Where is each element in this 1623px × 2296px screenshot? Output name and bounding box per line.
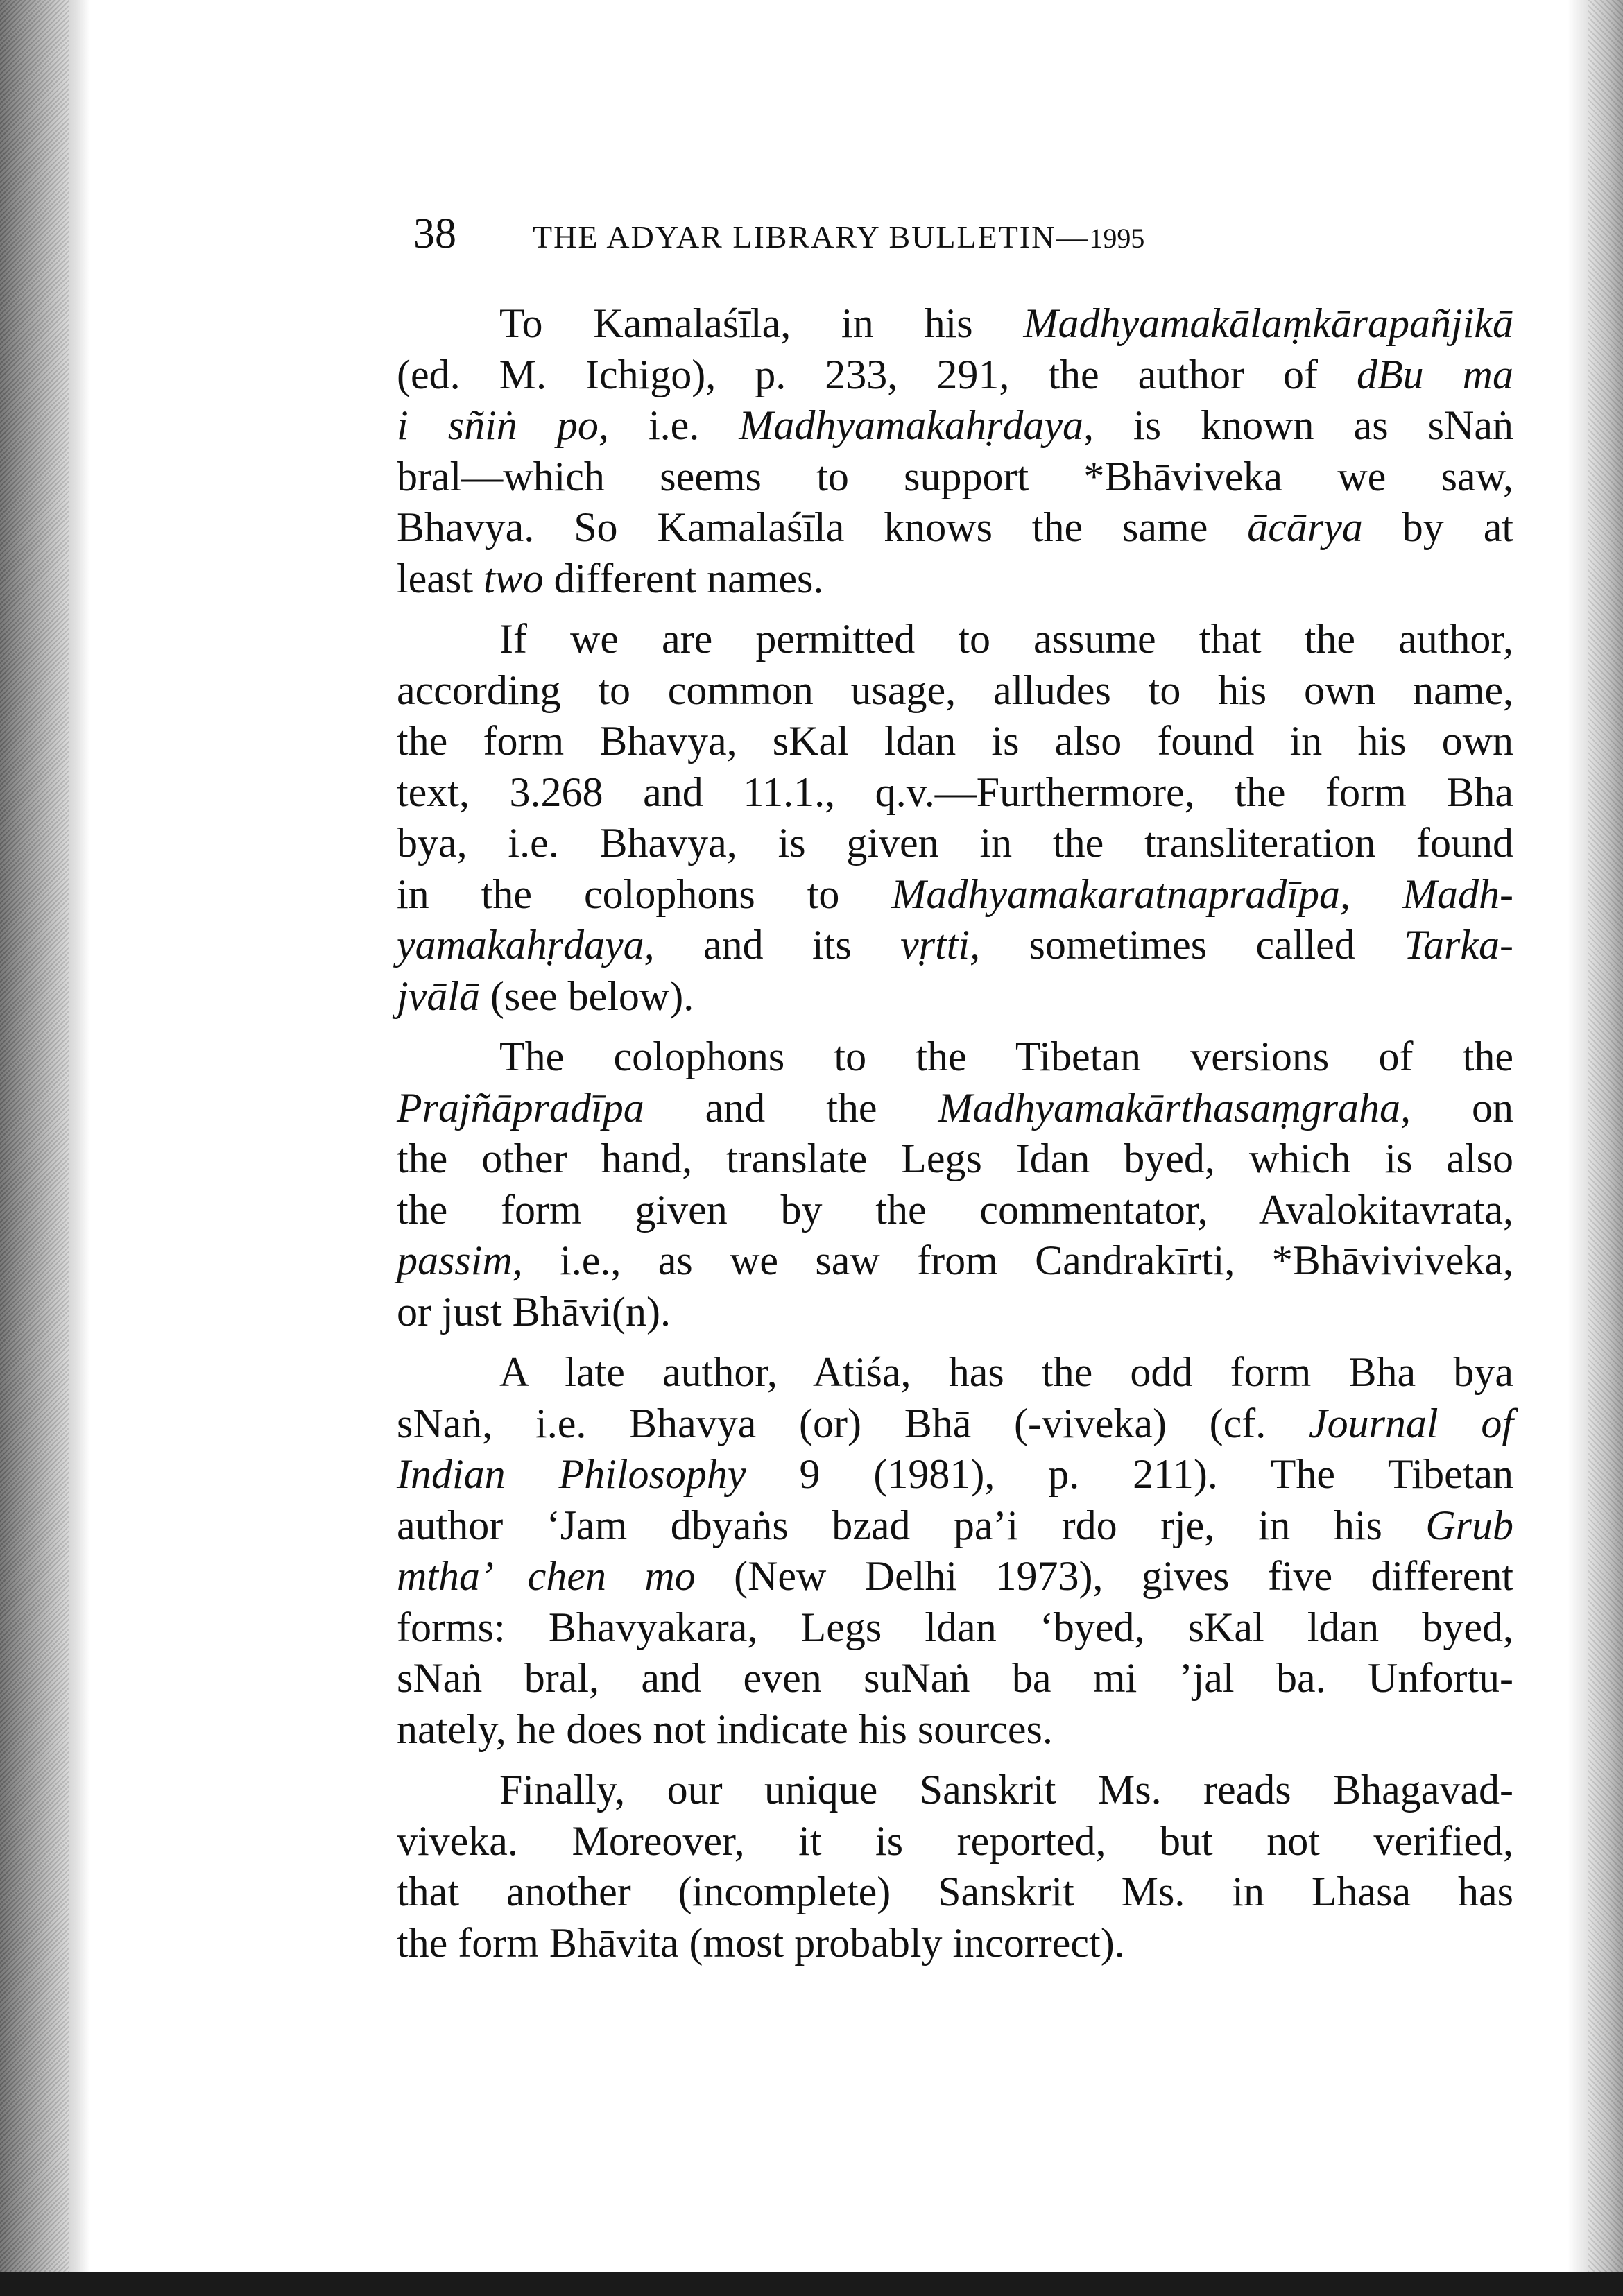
text-segment: (ed. M. Ichigo), p. 233, 291, the author of — [397, 351, 1357, 397]
body-text — [397, 298, 1513, 1969]
paragraph — [397, 614, 1513, 1022]
text-segment: different names. — [543, 555, 824, 601]
text-line — [397, 1083, 1513, 1134]
italic-segment: dBu ma — [1356, 351, 1513, 397]
text-line — [397, 1287, 1513, 1338]
italic-segment: i sñiṅ po, — [397, 402, 609, 448]
text-segment: according to common usage, alludes to his own name, — [397, 667, 1513, 713]
paragraph-gap — [397, 1337, 1513, 1347]
text-line — [397, 971, 1513, 1022]
italic-segment: Madhyamakārthasaṃgraha, — [938, 1084, 1411, 1131]
text-line — [397, 665, 1513, 717]
text-segment: bral—which seems to support *Bhāviveka we saw, — [397, 453, 1513, 499]
text-line — [397, 1765, 1513, 1816]
text-line — [397, 502, 1513, 554]
text-segment: Finally, our unique Sanskrit Ms. reads Bhagavad- — [499, 1767, 1513, 1813]
text-line — [397, 716, 1513, 767]
italic-segment: Tarka- — [1404, 922, 1513, 968]
italic-segment: Grub — [1425, 1502, 1513, 1548]
text-line — [397, 1133, 1513, 1185]
italic-segment: vṛtti, — [900, 922, 981, 968]
text-line — [397, 1918, 1513, 1969]
text-line — [397, 298, 1513, 350]
text-segment: is known as sNaṅ — [1093, 402, 1513, 448]
text-segment: and the — [644, 1084, 938, 1131]
text-segment: or just Bhāvi(n). — [397, 1288, 671, 1335]
text-line — [397, 1551, 1513, 1602]
text-line — [397, 1347, 1513, 1398]
paragraph-gap — [397, 1022, 1513, 1031]
text-segment: the other hand, translate Legs Idan byed, which is also — [397, 1136, 1513, 1181]
text-line — [397, 452, 1513, 503]
paragraph — [397, 1347, 1513, 1755]
text-segment: bya, i.e. Bhavya, is given in the transliteration found — [397, 820, 1513, 866]
italic-segment: Madhyamakaratnapradīpa, Madh- — [891, 871, 1514, 917]
text-segment: that another (incomplete) Sanskrit Ms. in Lhasa has — [397, 1869, 1513, 1914]
italic-segment: Madhyamakahṛdaya, — [739, 402, 1094, 448]
text-line — [397, 1185, 1513, 1236]
scan-edge-bottom — [0, 2272, 1623, 2296]
running-head — [413, 209, 1384, 265]
text-segment: i.e., as we saw from Candrakīrti, *Bhāviviveka, — [522, 1237, 1513, 1283]
text-segment: 9 (1981), p. 211). The Tibetan — [746, 1451, 1513, 1497]
text-segment: If we are permitted to assume that the author, — [499, 616, 1513, 662]
text-segment: Bhavya. So Kamalaśīla knows the same — [397, 504, 1248, 550]
paragraph-gap — [397, 1755, 1513, 1765]
text-segment: To Kamalaśīla, in his — [499, 300, 1024, 346]
text-segment: the form given by the commentator, Avalokitavrata, — [397, 1186, 1513, 1233]
text-line — [397, 920, 1513, 971]
page-number: 38 — [413, 210, 456, 257]
text-line — [397, 1816, 1513, 1867]
text-line — [397, 554, 1513, 605]
paragraph — [397, 298, 1513, 604]
italic-segment: Prajñāpradīpa — [397, 1084, 644, 1131]
text-line — [397, 1031, 1513, 1083]
text-segment: A late author, Atiśa, has the odd form Bha bya — [499, 1349, 1513, 1395]
italic-segment: Madhyamakālaṃkārapañjikā — [1023, 300, 1513, 346]
text-segment: the form Bhāvita (most probably incorrect). — [397, 1919, 1125, 1966]
text-segment: sNaṅ, i.e. Bhavya (or) Bhā (-viveka) (cf. — [397, 1400, 1309, 1446]
italic-segment: two — [483, 555, 544, 601]
italic-segment: jvālā — [397, 973, 480, 1019]
text-line — [397, 1602, 1513, 1654]
italic-segment: ācārya — [1247, 504, 1363, 550]
text-line — [397, 1500, 1513, 1552]
text-line — [397, 614, 1513, 665]
text-line — [397, 1398, 1513, 1450]
italic-segment: Journal of — [1308, 1400, 1513, 1446]
text-segment: in the colophons to — [397, 871, 892, 917]
paragraph — [397, 1765, 1513, 1969]
italic-segment: mtha’ chen mo — [397, 1553, 696, 1599]
text-line — [397, 869, 1513, 920]
text-line — [397, 818, 1513, 869]
text-line — [397, 767, 1513, 819]
text-segment: sometimes called — [980, 922, 1405, 968]
text-line — [397, 1867, 1513, 1918]
text-line — [397, 1653, 1513, 1704]
journal-year: 1995 — [1089, 223, 1145, 254]
text-segment: sNaṅ bral, and even suNaṅ ba mi ’jal ba. Unfortu- — [397, 1655, 1513, 1701]
italic-segment: passim, — [397, 1237, 523, 1283]
text-segment: text, 3.268 and 11.1., q.v.—Furthermore, the form Bha — [397, 769, 1513, 815]
text-segment: and its — [654, 922, 901, 968]
text-segment: on — [1411, 1084, 1513, 1131]
text-segment: (New Delhi 1973), gives five different — [695, 1553, 1513, 1599]
text-segment: nately, he does not indicate his sources. — [397, 1706, 1053, 1752]
paragraph — [397, 1031, 1513, 1337]
text-segment: i.e. — [608, 402, 739, 448]
text-segment: the form Bhavya, sKal ldan is also found in his own — [397, 718, 1513, 764]
text-segment: forms: Bhavyakara, Legs ldan ‘byed, sKal ldan byed, — [397, 1604, 1513, 1650]
text-line — [397, 400, 1513, 452]
italic-segment: Indian Philosophy — [397, 1451, 746, 1497]
text-segment: least — [397, 555, 483, 601]
text-segment: (see below). — [479, 973, 694, 1019]
text-line — [397, 1449, 1513, 1500]
text-segment: author ‘Jam dbyaṅs bzad pa’i rdo rje, in his — [397, 1502, 1426, 1548]
text-line — [397, 1704, 1513, 1756]
text-line — [397, 1235, 1513, 1287]
text-segment: by at — [1362, 504, 1513, 550]
journal-title: THE ADYAR LIBRARY BULLETIN— — [533, 219, 1090, 255]
text-line — [397, 350, 1513, 401]
paragraph-gap — [397, 604, 1513, 614]
text-segment: viveka. Moreover, it is reported, but not verified, — [397, 1817, 1513, 1864]
scan-edge-left — [0, 0, 90, 2296]
scan-edge-right — [1568, 0, 1623, 2296]
text-segment: The colophons to the Tibetan versions of the — [499, 1034, 1513, 1079]
italic-segment: yamakahṛdaya, — [397, 922, 655, 968]
